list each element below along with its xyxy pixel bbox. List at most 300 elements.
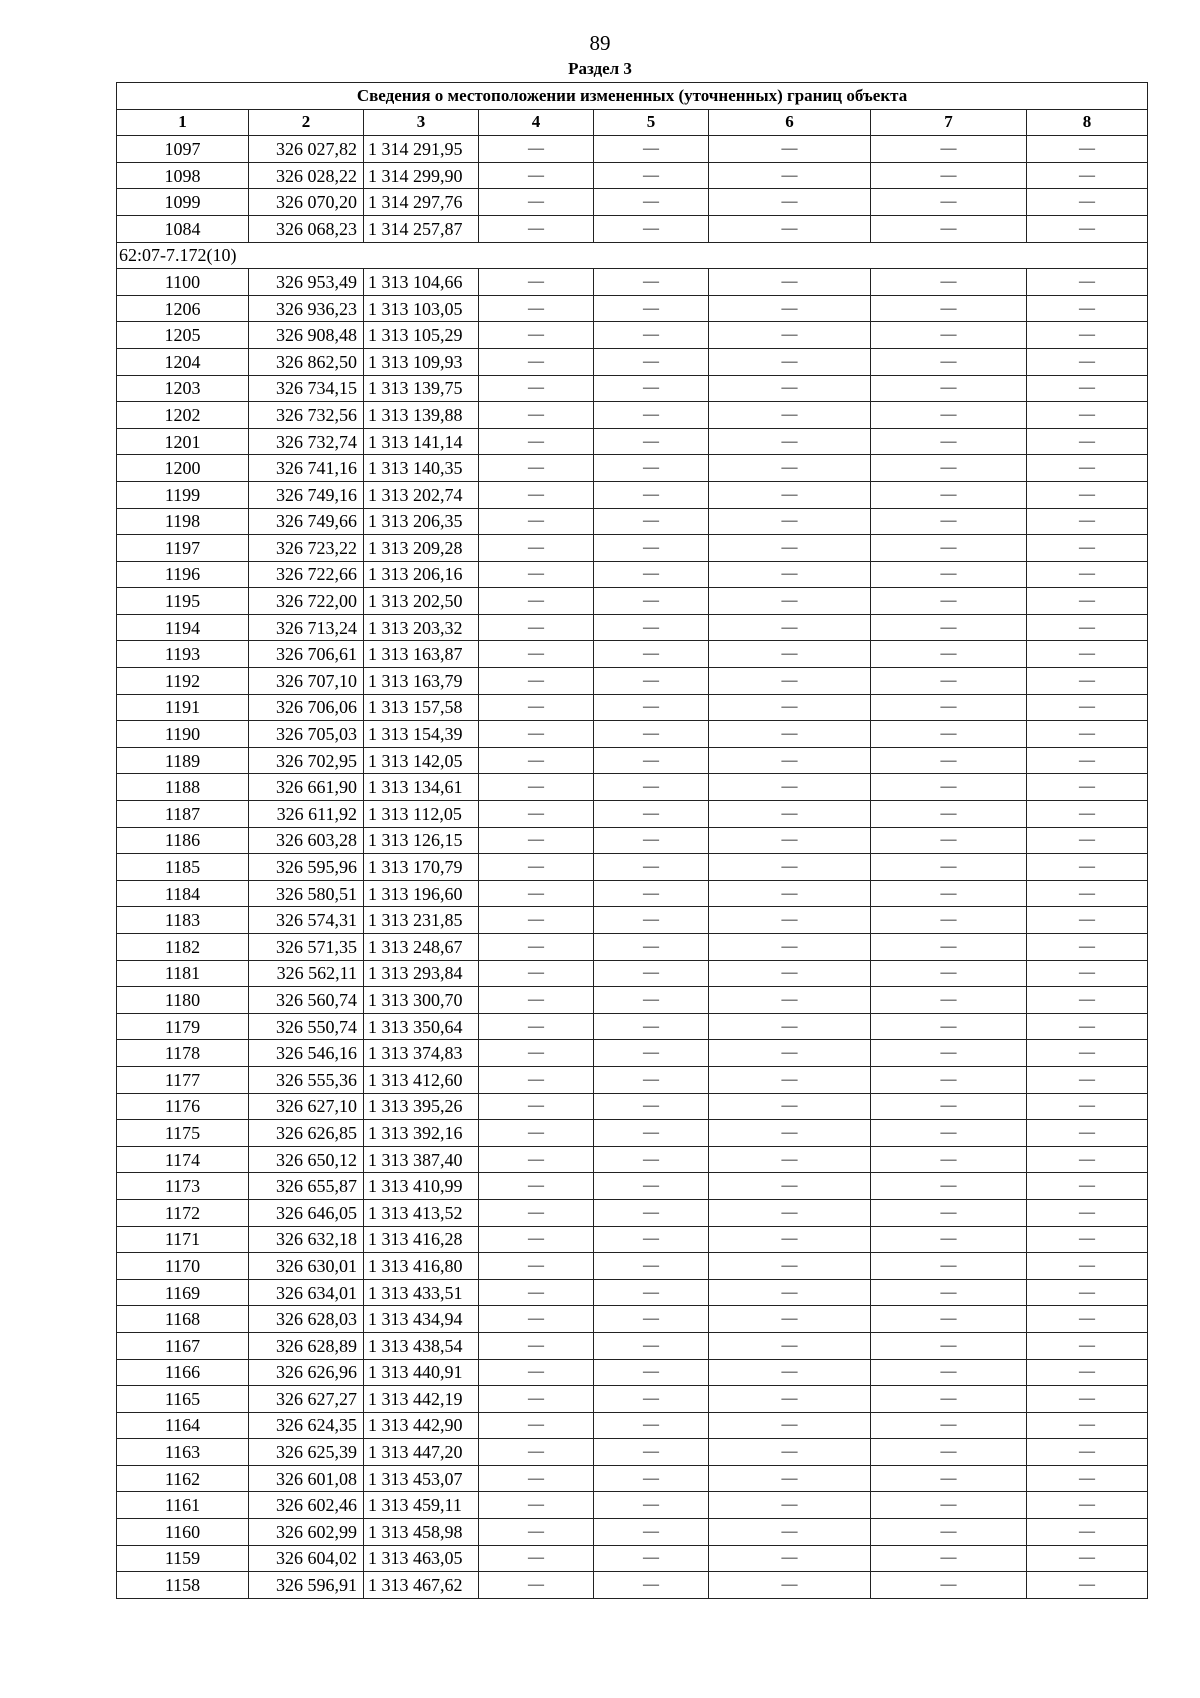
empty-value-dash: — xyxy=(1027,880,1148,907)
empty-value-dash: — xyxy=(1027,1066,1148,1093)
y-coordinate-cell: 1 313 412,60 xyxy=(364,1066,479,1093)
empty-value-dash: — xyxy=(871,1359,1027,1386)
empty-value-dash: — xyxy=(479,189,594,216)
empty-value-dash: — xyxy=(594,747,709,774)
table-row xyxy=(117,1226,1148,1253)
table-row xyxy=(117,1439,1148,1466)
table-row xyxy=(117,295,1148,322)
empty-value-dash: — xyxy=(871,1465,1027,1492)
empty-value-dash: — xyxy=(1027,428,1148,455)
x-coordinate-cell: 326 705,03 xyxy=(249,721,364,748)
empty-value-dash: — xyxy=(709,375,871,402)
x-coordinate-cell: 326 630,01 xyxy=(249,1253,364,1280)
empty-value-dash: — xyxy=(871,508,1027,535)
x-coordinate-cell: 326 706,61 xyxy=(249,641,364,668)
column-header: 1 xyxy=(117,109,249,136)
empty-value-dash: — xyxy=(871,960,1027,987)
empty-value-dash: — xyxy=(594,1226,709,1253)
empty-value-dash: — xyxy=(871,215,1027,242)
empty-value-dash: — xyxy=(871,694,1027,721)
y-coordinate-cell: 1 313 442,90 xyxy=(364,1412,479,1439)
table-body-after-group xyxy=(117,269,1148,1599)
point-number-cell: 1159 xyxy=(117,1545,249,1572)
table-row xyxy=(117,1386,1148,1413)
y-coordinate-cell: 1 313 163,87 xyxy=(364,641,479,668)
table-row xyxy=(117,1066,1148,1093)
empty-value-dash: — xyxy=(594,641,709,668)
empty-value-dash: — xyxy=(709,1173,871,1200)
point-number-cell: 1176 xyxy=(117,1093,249,1120)
table-row xyxy=(117,215,1148,242)
y-coordinate-cell: 1 313 387,40 xyxy=(364,1146,479,1173)
empty-value-dash: — xyxy=(479,614,594,641)
empty-value-dash: — xyxy=(1027,1332,1148,1359)
empty-value-dash: — xyxy=(594,1120,709,1147)
point-number-cell: 1174 xyxy=(117,1146,249,1173)
empty-value-dash: — xyxy=(479,960,594,987)
empty-value-dash: — xyxy=(479,1439,594,1466)
table-row xyxy=(117,960,1148,987)
point-number-cell: 1158 xyxy=(117,1572,249,1599)
x-coordinate-cell: 326 655,87 xyxy=(249,1173,364,1200)
table-row xyxy=(117,1465,1148,1492)
x-coordinate-cell: 326 571,35 xyxy=(249,934,364,961)
y-coordinate-cell: 1 314 297,76 xyxy=(364,189,479,216)
empty-value-dash: — xyxy=(479,1066,594,1093)
empty-value-dash: — xyxy=(871,295,1027,322)
column-header: 6 xyxy=(709,109,871,136)
empty-value-dash: — xyxy=(1027,694,1148,721)
empty-value-dash: — xyxy=(709,1040,871,1067)
point-number-cell: 1204 xyxy=(117,348,249,375)
group-row xyxy=(117,242,1148,269)
point-number-cell: 1189 xyxy=(117,747,249,774)
empty-value-dash: — xyxy=(1027,1572,1148,1599)
empty-value-dash: — xyxy=(709,1306,871,1333)
empty-value-dash: — xyxy=(1027,162,1148,189)
point-number-cell: 1163 xyxy=(117,1439,249,1466)
empty-value-dash: — xyxy=(1027,1439,1148,1466)
empty-value-dash: — xyxy=(871,455,1027,482)
empty-value-dash: — xyxy=(709,1465,871,1492)
empty-value-dash: — xyxy=(709,428,871,455)
empty-value-dash: — xyxy=(479,1359,594,1386)
y-coordinate-cell: 1 313 300,70 xyxy=(364,987,479,1014)
empty-value-dash: — xyxy=(594,1359,709,1386)
empty-value-dash: — xyxy=(709,694,871,721)
x-coordinate-cell: 326 749,66 xyxy=(249,508,364,535)
empty-value-dash: — xyxy=(709,614,871,641)
point-number-cell: 1162 xyxy=(117,1465,249,1492)
y-coordinate-cell: 1 313 442,19 xyxy=(364,1386,479,1413)
empty-value-dash: — xyxy=(594,1279,709,1306)
y-coordinate-cell: 1 313 126,15 xyxy=(364,827,479,854)
empty-value-dash: — xyxy=(709,1120,871,1147)
empty-value-dash: — xyxy=(1027,508,1148,535)
table-row xyxy=(117,774,1148,801)
empty-value-dash: — xyxy=(479,1332,594,1359)
point-number-cell: 1190 xyxy=(117,721,249,748)
empty-value-dash: — xyxy=(871,668,1027,695)
y-coordinate-cell: 1 313 438,54 xyxy=(364,1332,479,1359)
empty-value-dash: — xyxy=(479,428,594,455)
empty-value-dash: — xyxy=(1027,402,1148,429)
empty-value-dash: — xyxy=(1027,774,1148,801)
point-number-cell: 1184 xyxy=(117,880,249,907)
point-number-cell: 1097 xyxy=(117,136,249,163)
empty-value-dash: — xyxy=(871,1439,1027,1466)
empty-value-dash: — xyxy=(871,1093,1027,1120)
empty-value-dash: — xyxy=(594,987,709,1014)
table-row xyxy=(117,508,1148,535)
x-coordinate-cell: 326 574,31 xyxy=(249,907,364,934)
table-row xyxy=(117,694,1148,721)
empty-value-dash: — xyxy=(1027,1226,1148,1253)
empty-value-dash: — xyxy=(871,987,1027,1014)
empty-value-dash: — xyxy=(479,1226,594,1253)
column-header: 3 xyxy=(364,109,479,136)
y-coordinate-cell: 1 313 434,94 xyxy=(364,1306,479,1333)
empty-value-dash: — xyxy=(871,641,1027,668)
y-coordinate-cell: 1 313 141,14 xyxy=(364,428,479,455)
empty-value-dash: — xyxy=(479,455,594,482)
empty-value-dash: — xyxy=(709,668,871,695)
empty-value-dash: — xyxy=(871,561,1027,588)
empty-value-dash: — xyxy=(1027,1412,1148,1439)
empty-value-dash: — xyxy=(479,1146,594,1173)
y-coordinate-cell: 1 313 202,50 xyxy=(364,588,479,615)
table-row xyxy=(117,588,1148,615)
empty-value-dash: — xyxy=(479,1465,594,1492)
point-number-cell: 1203 xyxy=(117,375,249,402)
column-header: 7 xyxy=(871,109,1027,136)
empty-value-dash: — xyxy=(1027,960,1148,987)
y-coordinate-cell: 1 314 299,90 xyxy=(364,162,479,189)
empty-value-dash: — xyxy=(479,402,594,429)
empty-value-dash: — xyxy=(709,162,871,189)
empty-value-dash: — xyxy=(1027,1386,1148,1413)
empty-value-dash: — xyxy=(871,827,1027,854)
empty-value-dash: — xyxy=(871,880,1027,907)
point-number-cell: 1191 xyxy=(117,694,249,721)
empty-value-dash: — xyxy=(594,1572,709,1599)
empty-value-dash: — xyxy=(1027,934,1148,961)
empty-value-dash: — xyxy=(479,1120,594,1147)
empty-value-dash: — xyxy=(709,721,871,748)
empty-value-dash: — xyxy=(479,987,594,1014)
x-coordinate-cell: 326 953,49 xyxy=(249,269,364,296)
empty-value-dash: — xyxy=(709,1439,871,1466)
empty-value-dash: — xyxy=(594,535,709,562)
empty-value-dash: — xyxy=(479,1040,594,1067)
coordinates-table xyxy=(116,82,1148,1599)
empty-value-dash: — xyxy=(479,481,594,508)
empty-value-dash: — xyxy=(871,428,1027,455)
empty-value-dash: — xyxy=(709,641,871,668)
x-coordinate-cell: 326 723,22 xyxy=(249,535,364,562)
empty-value-dash: — xyxy=(709,1386,871,1413)
empty-value-dash: — xyxy=(871,588,1027,615)
empty-value-dash: — xyxy=(709,1572,871,1599)
x-coordinate-cell: 326 028,22 xyxy=(249,162,364,189)
x-coordinate-cell: 326 734,15 xyxy=(249,375,364,402)
empty-value-dash: — xyxy=(871,774,1027,801)
x-coordinate-cell: 326 626,96 xyxy=(249,1359,364,1386)
point-number-cell: 1160 xyxy=(117,1519,249,1546)
empty-value-dash: — xyxy=(709,801,871,828)
y-coordinate-cell: 1 313 202,74 xyxy=(364,481,479,508)
empty-value-dash: — xyxy=(1027,1253,1148,1280)
empty-value-dash: — xyxy=(479,907,594,934)
empty-value-dash: — xyxy=(479,535,594,562)
point-number-cell: 1172 xyxy=(117,1199,249,1226)
table-row xyxy=(117,1545,1148,1572)
empty-value-dash: — xyxy=(871,1120,1027,1147)
point-number-cell: 1198 xyxy=(117,508,249,535)
empty-value-dash: — xyxy=(709,295,871,322)
point-number-cell: 1201 xyxy=(117,428,249,455)
empty-value-dash: — xyxy=(1027,561,1148,588)
table-row xyxy=(117,1359,1148,1386)
y-coordinate-cell: 1 313 459,11 xyxy=(364,1492,479,1519)
y-coordinate-cell: 1 313 392,16 xyxy=(364,1120,479,1147)
empty-value-dash: — xyxy=(594,1439,709,1466)
empty-value-dash: — xyxy=(1027,1465,1148,1492)
empty-value-dash: — xyxy=(594,907,709,934)
x-coordinate-cell: 326 604,02 xyxy=(249,1545,364,1572)
empty-value-dash: — xyxy=(871,1013,1027,1040)
empty-value-dash: — xyxy=(479,1253,594,1280)
x-coordinate-cell: 326 596,91 xyxy=(249,1572,364,1599)
empty-value-dash: — xyxy=(709,1545,871,1572)
empty-value-dash: — xyxy=(871,907,1027,934)
empty-value-dash: — xyxy=(479,827,594,854)
x-coordinate-cell: 326 632,18 xyxy=(249,1226,364,1253)
y-coordinate-cell: 1 313 374,83 xyxy=(364,1040,479,1067)
x-coordinate-cell: 326 625,39 xyxy=(249,1439,364,1466)
empty-value-dash: — xyxy=(871,1492,1027,1519)
empty-value-dash: — xyxy=(594,455,709,482)
y-coordinate-cell: 1 313 248,67 xyxy=(364,934,479,961)
y-coordinate-cell: 1 313 103,05 xyxy=(364,295,479,322)
x-coordinate-cell: 326 722,66 xyxy=(249,561,364,588)
x-coordinate-cell: 326 707,10 xyxy=(249,668,364,695)
empty-value-dash: — xyxy=(1027,907,1148,934)
table-row xyxy=(117,1332,1148,1359)
empty-value-dash: — xyxy=(871,1332,1027,1359)
x-coordinate-cell: 326 628,89 xyxy=(249,1332,364,1359)
x-coordinate-cell: 326 562,11 xyxy=(249,960,364,987)
point-number-cell: 1187 xyxy=(117,801,249,828)
x-coordinate-cell: 326 560,74 xyxy=(249,987,364,1014)
empty-value-dash: — xyxy=(594,614,709,641)
table-title-row xyxy=(117,83,1148,110)
empty-value-dash: — xyxy=(1027,295,1148,322)
column-header: 5 xyxy=(594,109,709,136)
x-coordinate-cell: 326 068,23 xyxy=(249,215,364,242)
empty-value-dash: — xyxy=(871,1279,1027,1306)
empty-value-dash: — xyxy=(871,1572,1027,1599)
x-coordinate-cell: 326 722,00 xyxy=(249,588,364,615)
point-number-cell: 1205 xyxy=(117,322,249,349)
y-coordinate-cell: 1 314 291,95 xyxy=(364,136,479,163)
empty-value-dash: — xyxy=(871,375,1027,402)
empty-value-dash: — xyxy=(1027,375,1148,402)
x-coordinate-cell: 326 070,20 xyxy=(249,189,364,216)
empty-value-dash: — xyxy=(709,1412,871,1439)
point-number-cell: 1202 xyxy=(117,402,249,429)
empty-value-dash: — xyxy=(709,1279,871,1306)
empty-value-dash: — xyxy=(871,1066,1027,1093)
empty-value-dash: — xyxy=(479,508,594,535)
empty-value-dash: — xyxy=(594,721,709,748)
empty-value-dash: — xyxy=(594,561,709,588)
empty-value-dash: — xyxy=(1027,668,1148,695)
empty-value-dash: — xyxy=(709,136,871,163)
empty-value-dash: — xyxy=(709,322,871,349)
x-coordinate-cell: 326 601,08 xyxy=(249,1465,364,1492)
y-coordinate-cell: 1 313 209,28 xyxy=(364,535,479,562)
empty-value-dash: — xyxy=(479,1173,594,1200)
empty-value-dash: — xyxy=(594,827,709,854)
point-number-cell: 1197 xyxy=(117,535,249,562)
empty-value-dash: — xyxy=(479,1013,594,1040)
empty-value-dash: — xyxy=(871,1306,1027,1333)
table-row xyxy=(117,189,1148,216)
y-coordinate-cell: 1 313 163,79 xyxy=(364,668,479,695)
empty-value-dash: — xyxy=(479,322,594,349)
table-row xyxy=(117,1279,1148,1306)
y-coordinate-cell: 1 313 206,16 xyxy=(364,561,479,588)
empty-value-dash: — xyxy=(594,1386,709,1413)
empty-value-dash: — xyxy=(479,774,594,801)
y-coordinate-cell: 1 313 105,29 xyxy=(364,322,479,349)
empty-value-dash: — xyxy=(479,854,594,881)
empty-value-dash: — xyxy=(709,907,871,934)
table-row xyxy=(117,641,1148,668)
empty-value-dash: — xyxy=(594,295,709,322)
empty-value-dash: — xyxy=(594,269,709,296)
empty-value-dash: — xyxy=(871,1253,1027,1280)
x-coordinate-cell: 326 627,10 xyxy=(249,1093,364,1120)
table-row xyxy=(117,1412,1148,1439)
empty-value-dash: — xyxy=(479,1386,594,1413)
empty-value-dash: — xyxy=(1027,481,1148,508)
empty-value-dash: — xyxy=(871,1412,1027,1439)
point-number-cell: 1195 xyxy=(117,588,249,615)
empty-value-dash: — xyxy=(1027,348,1148,375)
x-coordinate-cell: 326 602,99 xyxy=(249,1519,364,1546)
point-number-cell: 1196 xyxy=(117,561,249,588)
point-number-cell: 1188 xyxy=(117,774,249,801)
point-number-cell: 1206 xyxy=(117,295,249,322)
empty-value-dash: — xyxy=(594,1066,709,1093)
table-row xyxy=(117,747,1148,774)
empty-value-dash: — xyxy=(871,269,1027,296)
empty-value-dash: — xyxy=(594,428,709,455)
x-coordinate-cell: 326 749,16 xyxy=(249,481,364,508)
empty-value-dash: — xyxy=(709,880,871,907)
empty-value-dash: — xyxy=(594,508,709,535)
table-row xyxy=(117,481,1148,508)
empty-value-dash: — xyxy=(594,1253,709,1280)
table-row xyxy=(117,1199,1148,1226)
empty-value-dash: — xyxy=(594,1332,709,1359)
x-coordinate-cell: 326 650,12 xyxy=(249,1146,364,1173)
empty-value-dash: — xyxy=(871,162,1027,189)
table-row xyxy=(117,1120,1148,1147)
empty-value-dash: — xyxy=(871,189,1027,216)
empty-value-dash: — xyxy=(709,1492,871,1519)
point-number-cell: 1179 xyxy=(117,1013,249,1040)
y-coordinate-cell: 1 313 142,05 xyxy=(364,747,479,774)
y-coordinate-cell: 1 313 416,28 xyxy=(364,1226,479,1253)
empty-value-dash: — xyxy=(594,1545,709,1572)
empty-value-dash: — xyxy=(594,1040,709,1067)
x-coordinate-cell: 326 595,96 xyxy=(249,854,364,881)
empty-value-dash: — xyxy=(1027,322,1148,349)
empty-value-dash: — xyxy=(594,1013,709,1040)
empty-value-dash: — xyxy=(594,402,709,429)
empty-value-dash: — xyxy=(709,1226,871,1253)
empty-value-dash: — xyxy=(1027,535,1148,562)
x-coordinate-cell: 326 634,01 xyxy=(249,1279,364,1306)
empty-value-dash: — xyxy=(1027,641,1148,668)
empty-value-dash: — xyxy=(1027,588,1148,615)
empty-value-dash: — xyxy=(871,348,1027,375)
empty-value-dash: — xyxy=(709,1066,871,1093)
table-row xyxy=(117,535,1148,562)
empty-value-dash: — xyxy=(1027,614,1148,641)
y-coordinate-cell: 1 313 104,66 xyxy=(364,269,479,296)
empty-value-dash: — xyxy=(594,136,709,163)
point-number-cell: 1100 xyxy=(117,269,249,296)
point-number-cell: 1175 xyxy=(117,1120,249,1147)
x-coordinate-cell: 326 602,46 xyxy=(249,1492,364,1519)
empty-value-dash: — xyxy=(1027,136,1148,163)
point-number-cell: 1168 xyxy=(117,1306,249,1333)
point-number-cell: 1161 xyxy=(117,1492,249,1519)
y-coordinate-cell: 1 313 154,39 xyxy=(364,721,479,748)
empty-value-dash: — xyxy=(709,747,871,774)
empty-value-dash: — xyxy=(709,269,871,296)
empty-value-dash: — xyxy=(594,588,709,615)
y-coordinate-cell: 1 313 140,35 xyxy=(364,455,479,482)
empty-value-dash: — xyxy=(871,322,1027,349)
y-coordinate-cell: 1 313 413,52 xyxy=(364,1199,479,1226)
page-number: 89 xyxy=(589,31,611,55)
table-row xyxy=(117,1013,1148,1040)
empty-value-dash: — xyxy=(871,481,1027,508)
empty-value-dash: — xyxy=(1027,1146,1148,1173)
empty-value-dash: — xyxy=(594,375,709,402)
x-coordinate-cell: 326 550,74 xyxy=(249,1013,364,1040)
empty-value-dash: — xyxy=(1027,269,1148,296)
empty-value-dash: — xyxy=(594,215,709,242)
table-row xyxy=(117,614,1148,641)
x-coordinate-cell: 326 706,06 xyxy=(249,694,364,721)
empty-value-dash: — xyxy=(709,960,871,987)
y-coordinate-cell: 1 313 440,91 xyxy=(364,1359,479,1386)
empty-value-dash: — xyxy=(594,1146,709,1173)
empty-value-dash: — xyxy=(479,801,594,828)
empty-value-dash: — xyxy=(1027,1359,1148,1386)
table-title: Сведения о местоположении измененных (уточненных) границ объекта xyxy=(117,83,1148,110)
y-coordinate-cell: 1 313 139,75 xyxy=(364,375,479,402)
group-label: 62:07-7.172(10) xyxy=(117,242,1148,269)
empty-value-dash: — xyxy=(594,1412,709,1439)
empty-value-dash: — xyxy=(871,1386,1027,1413)
